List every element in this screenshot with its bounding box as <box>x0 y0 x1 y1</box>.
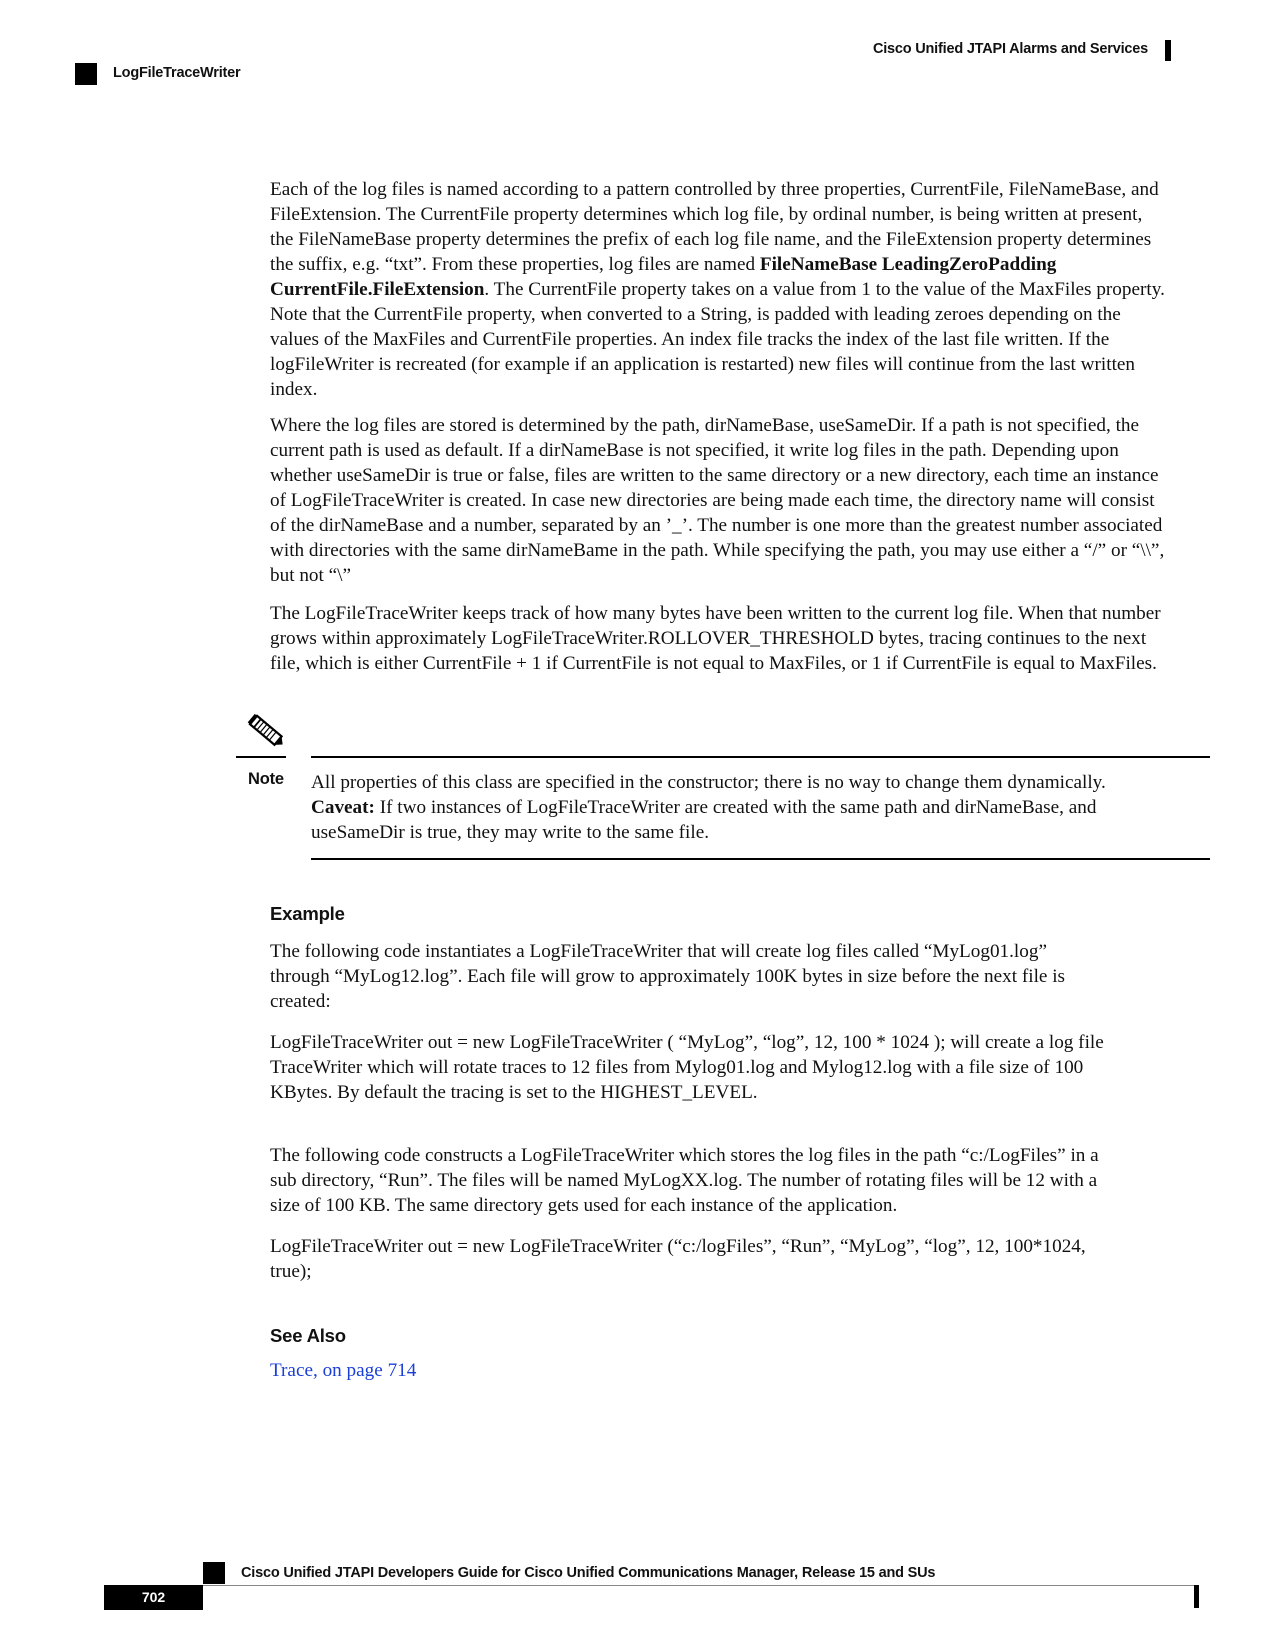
chapter-title: Cisco Unified JTAPI Alarms and Services <box>872 41 1148 57</box>
trace-link[interactable]: Trace, on page 714 <box>270 1360 417 1381</box>
footer-guide-title: Cisco Unified JTAPI Developers Guide for Cisco Unified Communications Manager, Release 15 and SUs <box>241 1565 936 1581</box>
section-marker-square <box>75 63 97 85</box>
see-also-heading: See Also <box>270 1325 346 1346</box>
footer-bar-marker <box>1194 1585 1199 1608</box>
example-p2-text: LogFileTraceWriter out = new LogFileTraceWriter ( “MyLog”, “log”, 12, 100 * 1024 ); will create a log file TraceWriter which will rotate traces to 12 files from Mylog01.log and Mylog12.log with a file size of 100 KBytes. By default the tracing is set to the HIGHEST_LEVEL. <box>270 1032 1104 1103</box>
example-p3-text: The following code constructs a LogFileTraceWriter which stores the log files in the path “c:/LogFiles” in a sub directory, “Run”. The files will be named MyLogXX.log. The number of rotating files will be 12 with a size of 100 KB. The same directory gets used for each instance of the application. <box>270 1145 1099 1216</box>
paragraph-file-naming <box>270 177 1170 402</box>
section-title: LogFileTraceWriter <box>113 65 241 81</box>
header-bar-marker <box>1165 40 1171 61</box>
example-paragraph-4 <box>270 1234 1110 1284</box>
note-line-1: All properties of this class are specified in the constructor; there is no way to change them dynamically. <box>311 772 1106 793</box>
paragraph-file-location <box>270 413 1170 588</box>
note-divider-top <box>311 756 1210 758</box>
p1-bold-pattern: FileNameBase LeadingZeroPadding CurrentFile.FileExtension <box>270 254 1057 300</box>
example-heading: Example <box>270 903 345 924</box>
p3-text: The LogFileTraceWriter keeps track of how many bytes have been written to the current log file. When that number grows within approximately LogFileTraceWriter.ROLLOVER_THRESHOLD bytes, tracing continues to the next file, which is either CurrentFile + 1 if CurrentFile is not equal to MaxFiles, or 1 if CurrentFile is equal to MaxFiles. <box>270 603 1161 674</box>
pencil-note-icon <box>246 712 288 752</box>
example-paragraph-1 <box>270 939 1110 1014</box>
example-paragraph-2 <box>270 1030 1110 1105</box>
note-text <box>311 770 1191 845</box>
example-p1-text: The following code instantiates a LogFileTraceWriter that will create log files called “MyLog01.log” through “MyLog12.log”. Each file will grow to approximately 100K bytes in size before the next file is created: <box>270 941 1066 1012</box>
footer-divider <box>203 1585 1198 1586</box>
p1-text-b: . The CurrentFile property takes on a value from 1 to the value of the MaxFiles property. Note that the CurrentFile property, when converted to a String, is padded with leading zeroes depending on the values of the MaxFiles and CurrentFile properties. An index file tracks the index of the last file written. If the logFileWriter is recreated (for example if an application is restarted) new files will continue from the last written index. <box>270 279 1165 400</box>
caveat-label: Caveat: <box>311 797 375 818</box>
footer-marker-square <box>203 1562 225 1584</box>
note-divider-short <box>236 756 286 758</box>
paragraph-rollover <box>270 601 1170 676</box>
note-label: Note <box>248 770 284 788</box>
note-caveat <box>311 795 1191 845</box>
p1-text-a: Each of the log files is named according to a pattern controlled by three properties, CurrentFile, FileNameBase, and FileExtension. The CurrentFile property determines which log file, by ordinal number, is being written at present, the FileNameBase property determines the prefix of each log file name, and the FileExtension property determines the suffix, e.g. “txt”. From these properties, log files are named <box>270 179 1159 275</box>
caveat-text: If two instances of LogFileTraceWriter are created with the same path and dirNameBase, and useSameDir is true, they may write to the same file. <box>311 797 1097 843</box>
page-number: 702 <box>104 1585 203 1610</box>
p2-text: Where the log files are stored is determined by the path, dirNameBase, useSameDir. If a path is not specified, the current path is used as default. If a dirNameBase is not specified, it write log files in the path. Depending upon whether useSameDir is true or false, files are written to the same directory or a new directory, each time an instance of LogFileTraceWriter is created. In case new directories are being made each time, the directory name will consist of the dirNameBase and a number, separated by an ’_’. The number is one more than the greatest number associated with directories with the same dirNameBame in the path. While specifying the path, you may use either a “/” or “\\”, but not “\” <box>270 415 1165 586</box>
example-paragraph-3 <box>270 1143 1110 1218</box>
note-divider-bottom <box>311 858 1210 860</box>
example-p4-text: LogFileTraceWriter out = new LogFileTraceWriter (“c:/logFiles”, “Run”, “MyLog”, “log”, 12, 100*1024, true); <box>270 1236 1086 1282</box>
